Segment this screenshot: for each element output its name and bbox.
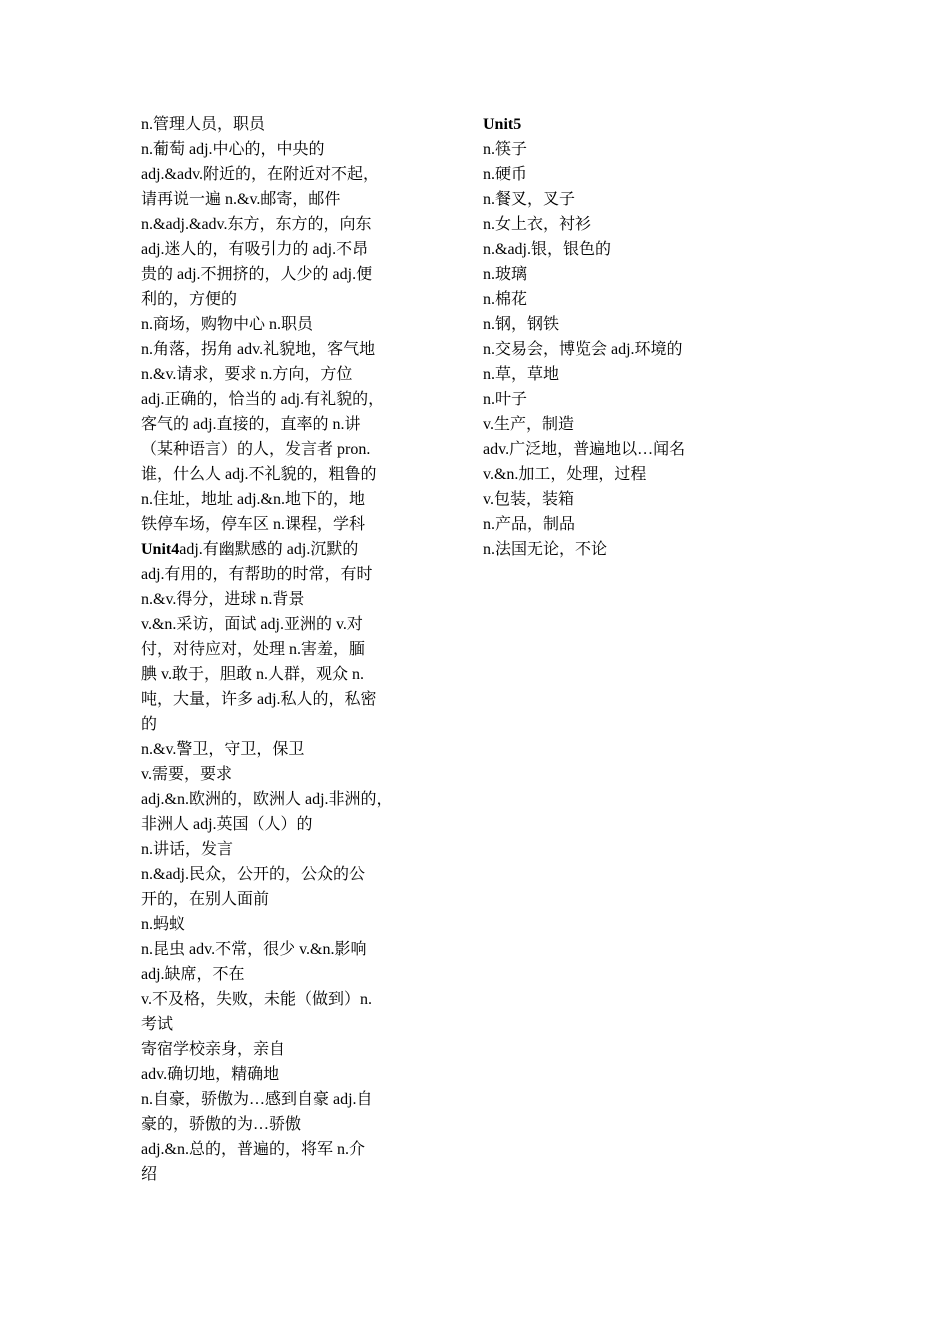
text-line: 铁停车场，停车区 n.课程，学科 — [141, 516, 366, 533]
text-line: （某种语言）的人，发言者 pron. — [141, 441, 371, 458]
text-line: n.讲话，发言 — [141, 841, 234, 858]
text-line: n.蚂蚁 — [141, 916, 186, 933]
text-line: adj.有幽默感的 adj.沉默的 — [179, 541, 359, 558]
text-line: 贵的 adj.不拥挤的，人少的 adj.便 — [141, 266, 373, 283]
text-line: n.&adj.民众，公开的，公众的公 — [141, 866, 365, 883]
text-line: 付，对待应对，处理 n.害羞，腼 — [141, 641, 366, 658]
text-line: n.玻璃 — [483, 266, 528, 283]
text-line: n.管理人员，职员 — [141, 116, 266, 133]
text-line: 考试 — [141, 1016, 174, 1033]
text-line: adj.&n.总的，普遍的，将军 n.介 — [141, 1141, 365, 1158]
unit5-heading: Unit5 — [483, 116, 522, 133]
text-line: n.筷子 — [483, 141, 528, 158]
right-column — [483, 112, 723, 562]
text-line: 绍 — [141, 1166, 158, 1183]
unit4-line — [141, 537, 403, 562]
text-line: 谁，什么人 adj.不礼貌的，粗鲁的 — [141, 466, 377, 483]
text-line: 客气的 adj.直接的，直率的 n.讲 — [141, 416, 361, 433]
text-line: adj.&n.欧洲的，欧洲人 adj.非洲的， — [141, 791, 393, 808]
text-line: 利的，方便的 — [141, 291, 238, 308]
text-line: adj.缺席，不在 — [141, 966, 245, 983]
text-line: n.&v.得分，进球 n.背景 — [141, 591, 305, 608]
text-line: n.钢，钢铁 — [483, 316, 560, 333]
text-line: v.包装，装箱 — [483, 491, 574, 508]
text-line: n.住址，地址 adj.&n.地下的，地 — [141, 491, 365, 508]
text-line: 豪的，骄傲的为…骄傲 — [141, 1116, 302, 1133]
text-line: n.女上衣，衬衫 — [483, 216, 592, 233]
text-line: n.餐叉，叉子 — [483, 191, 576, 208]
text-line: v.&n.采访，面试 adj.亚洲的 v.对 — [141, 616, 363, 633]
text-line: n.草，草地 — [483, 366, 560, 383]
text-line: n.商场，购物中心 n.职员 — [141, 316, 314, 333]
text-line: adj.有用的，有帮助的时常，有时 — [141, 566, 373, 583]
text-line: v.需要，要求 — [141, 766, 232, 783]
text-line: n.自豪，骄傲为…感到自豪 adj.自 — [141, 1091, 373, 1108]
text-line: v.&n.加工，处理，过程 — [483, 466, 647, 483]
text-line: adj.迷人的，有吸引力的 adj.不昂 — [141, 241, 369, 258]
text-line: 的 — [141, 716, 158, 733]
text-line: n.叶子 — [483, 391, 528, 408]
text-line: 腆 v.敢于，胆敢 n.人群，观众 n. — [141, 666, 364, 683]
text-line: adj.正确的，恰当的 adj.有礼貌的， — [141, 391, 385, 408]
text-line: adj.&adv.附近的，在附近对不起， — [141, 166, 380, 183]
left-column — [141, 112, 403, 1187]
text-line: n.&adj.&adv.东方，东方的，向东 — [141, 216, 372, 233]
text-line: n.&v.请求，要求 n.方向，方位 — [141, 366, 353, 383]
text-line: v.生产，制造 — [483, 416, 574, 433]
text-line: n.棉花 — [483, 291, 528, 308]
text-line: v.不及格，失败，未能（做到）n. — [141, 991, 372, 1008]
text-line: n.葡萄 adj.中心的，中央的 — [141, 141, 325, 158]
text-line: 吨，大量，许多 adj.私人的，私密 — [141, 691, 377, 708]
text-line: n.法国无论，不论 — [483, 541, 608, 558]
text-line: n.&adj.银，银色的 — [483, 241, 611, 258]
text-line: n.&v.警卫，守卫，保卫 — [141, 741, 305, 758]
text-line: n.产品，制品 — [483, 516, 576, 533]
text-line: adv.广泛地，普遍地以…闻名 — [483, 441, 686, 458]
text-line: n.角落，拐角 adv.礼貌地，客气地 — [141, 341, 376, 358]
text-line: 请再说一遍 n.&v.邮寄，邮件 — [141, 191, 341, 208]
text-line: n.昆虫 adv.不常，很少 v.&n.影响 — [141, 941, 367, 958]
text-line: 开的，在别人面前 — [141, 891, 270, 908]
text-line: 寄宿学校亲身，亲自 — [141, 1041, 286, 1058]
text-line: n.交易会，博览会 adj.环境的 — [483, 341, 683, 358]
unit4-heading: Unit4 — [141, 541, 180, 558]
text-line: n.硬币 — [483, 166, 528, 183]
text-line: adv.确切地，精确地 — [141, 1066, 280, 1083]
text-line: 非洲人 adj.英国（人）的 — [141, 816, 313, 833]
